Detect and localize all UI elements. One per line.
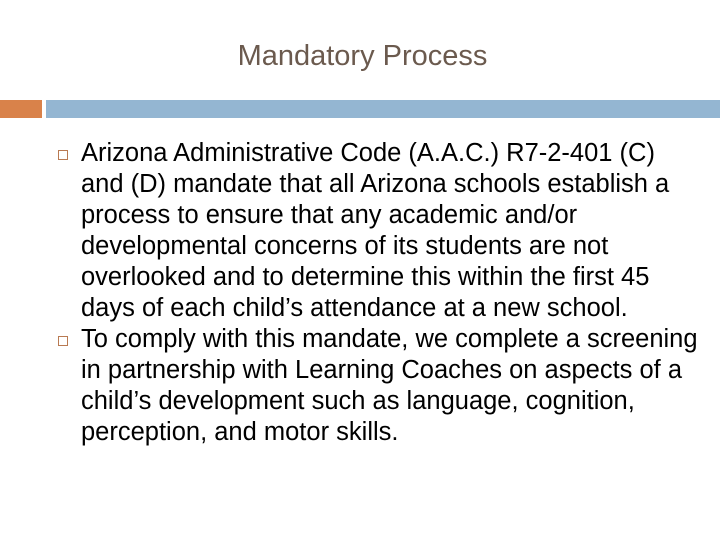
accent-bar-blue (46, 100, 720, 118)
bullet-item (0, 138, 720, 324)
hollow-square-bullet-icon (58, 150, 68, 160)
hollow-square-bullet-icon (58, 336, 68, 346)
bullet-text: To comply with this mandate, we complete a screening in partnership with Learning Coaches on aspects of a child’s development such as language, cognition, perception, and motor skills. (81, 325, 698, 446)
bullet-text: Arizona Administrative Code (A.A.C.) R7-2-401 (C) and (D) mandate that all Arizona schools establish a process to ensure that any academic and/or developmental concerns of its students are not overlooked and to determine this within the first 45 days of each child’s attendance at a new school. (81, 139, 670, 322)
accent-bar-orange (0, 100, 42, 118)
bullet-item (0, 324, 720, 448)
bullet-list (0, 138, 720, 448)
slide-title: Mandatory Process (237, 40, 488, 72)
